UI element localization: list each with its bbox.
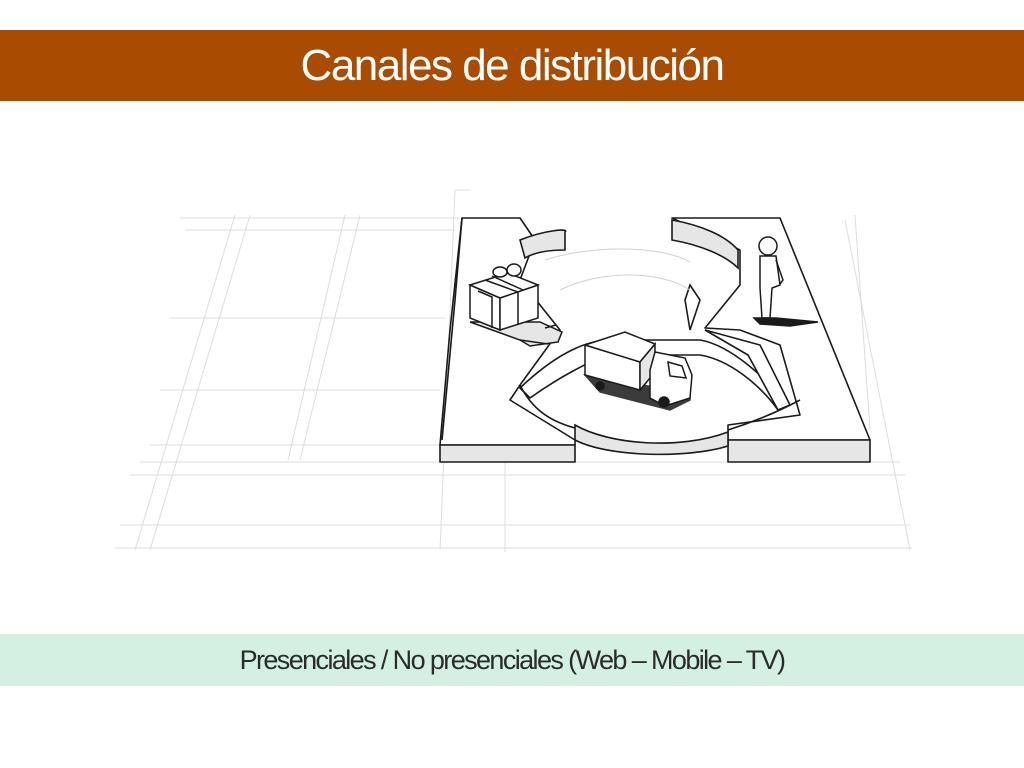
title-bar [0,30,1024,101]
slide-title: Canales de distribución [300,40,724,90]
caption-bar [0,634,1024,686]
distribution-channels-illustration [100,180,930,570]
slide-caption: Presenciales / No presenciales (Web – Mobile – TV) [239,644,785,675]
